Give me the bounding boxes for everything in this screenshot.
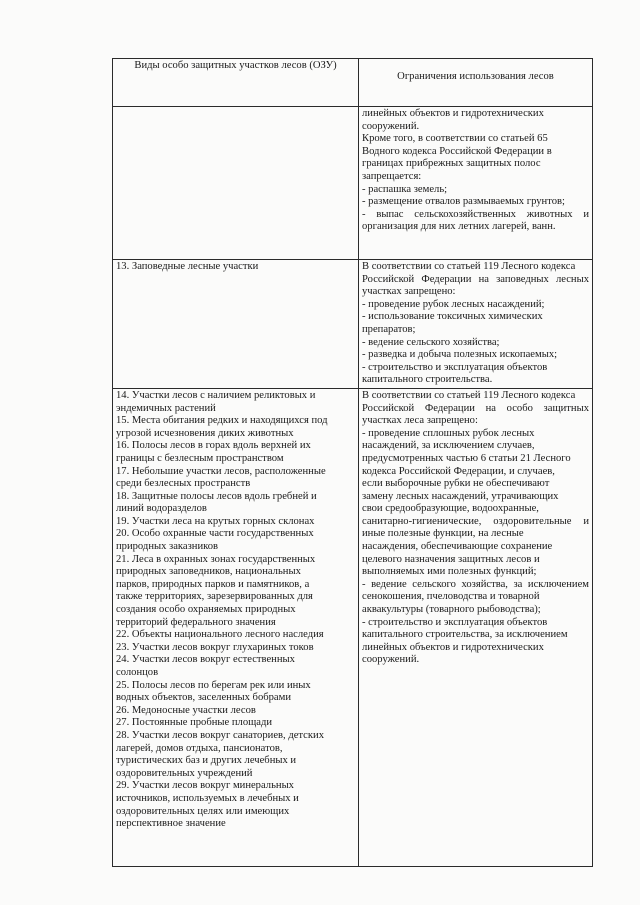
text-line: солонцов [116,667,159,678]
text-line: - распашка земель; [362,183,448,195]
header-col1-text: Виды особо защитных участков лесов (ОЗУ) [134,60,337,71]
text-line: также территориях, зарезервированных для [116,591,313,603]
header-restrictions: Ограничения использования лесов [359,59,593,107]
text-line: линий водоразделов [116,503,207,515]
text-line: 15. Места обитания редких и находящихся под [116,415,328,427]
row-3-left-cell [113,388,359,866]
text-line: оздоровительных учреждений [116,767,253,779]
text-line: природных заповедников, национальных [116,566,301,578]
text-line: создания особо охраняемых природных [116,604,296,616]
text-line: Российской Федерации на заповедных лесных [362,273,589,285]
text-line: В соответствии со статьей 119 Лесного кодекса [362,261,576,272]
row-1-left-cell [113,107,359,260]
row-1-right-cell [359,107,593,260]
text-line: парков, природных парков и памятников, а [116,578,310,590]
text-line: В соответствии со статьей 119 Лесного кодекса [362,389,576,401]
text-line: Российской Федерации на особо защитных [362,402,589,414]
text-line: участках леса запрещено: [362,415,478,427]
text-line: - проведение сплошных рубок лесных [362,427,535,439]
text-line: границы с безлесным пространством [116,452,284,464]
text-line: - проведение рубок лесных насаждений; [362,298,545,310]
text-line: 22. Объекты национального лесного наследия [116,629,324,641]
text-line: 21. Леса в охранных зонах государственных [116,553,316,565]
text-line: 13. Заповедные лесные участки [116,261,259,272]
text-line: 24. Участки лесов вокруг естественных [116,654,295,666]
text-line: насаждения, обеспечивающие сохранение [362,541,553,553]
text-line: - строительство и эксплуатация объектов [362,616,548,628]
row-2-right-cell [359,260,593,389]
text-line: оздоровительных целях или имеющих [116,805,290,817]
text-line: 23. Участки лесов вокруг глухариных токов [116,641,314,653]
text-line: капитального строительства. [362,374,493,386]
table-row [113,260,593,389]
text-line: выполняемых ими полезных функций; [362,566,537,578]
text-line: - ведение сельского хозяйства, за исключением [362,578,589,590]
text-line: лагерей, домов отдыха, пансионатов, [116,742,283,754]
text-line: 25. Полосы лесов по берегам рек или иных [116,679,311,691]
table-header-row [113,59,593,107]
text-line: предусмотренных частью 6 статьи 21 Лесного [362,452,571,464]
text-line: Кроме того, в соответствии со статьей 65 [362,133,548,145]
header-ozu-types [113,59,359,107]
text-line: - ведение сельского хозяйства; [362,336,500,348]
text-line: капитального строительства, за исключением [362,629,568,641]
text-line: 29. Участки лесов вокруг минеральных [116,780,294,792]
text-line: границах прибрежных защитных полос [362,158,541,170]
text-line: 19. Участки леса на крутых горных склонах [116,515,315,527]
forest-restrictions-table [112,58,593,867]
text-line: аквакультуры (товарного рыбоводства); [362,604,541,616]
text-line: организация для них летних лагерей, ванн. [362,221,556,233]
text-line: целевого назначения защитных лесов и [362,553,540,565]
text-line: источников, используемых в лечебных и [116,792,299,804]
text-line: замену лесных насаждений, утрачивающих [362,490,559,502]
text-line: линейных объектов и гидротехнических [362,641,544,653]
text-line: водных объектов, заселенных бобрами [116,692,291,704]
text-line: - выпас сельскохозяйственных животных и [362,208,589,220]
text-line: 18. Защитные полосы лесов вдоль гребней и [116,490,317,502]
text-line: санитарно-гигиенические, оздоровительные и [362,515,589,527]
row-3-right-cell [359,388,593,866]
text-line: участках запрещено: [362,286,456,298]
text-line: если выборочные рубки не обеспечивают [362,478,550,490]
text-line: - размещение отвалов размываемых грунтов; [362,196,565,208]
text-line: препаратов; [362,323,416,335]
text-line: - использование токсичных химических [362,311,543,323]
text-line: 26. Медоносные участки лесов [116,704,256,716]
text-line: сооружений. [362,654,420,666]
text-line: кодекса Российской Федерации, и случаев, [362,465,555,477]
text-line: линейных объектов и гидротехнических [362,108,544,119]
text-line: природных заказников [116,541,219,553]
text-line: запрещается: [362,170,422,182]
table-row [113,107,593,260]
row-2-left-cell [113,260,359,389]
text-line: 16. Полосы лесов в горах вдоль верхней их [116,440,311,452]
text-line: территорий федерального значения [116,616,276,628]
text-line: свои средообразующие, водоохранные, [362,503,539,515]
table-row [113,388,593,866]
text-line: сенокошения, пчеловодства и товарной [362,591,540,603]
text-line: Водного кодекса Российской Федерации в [362,145,552,157]
text-line: 14. Участки лесов с наличием реликтовых и [116,389,316,401]
text-line: среди безлесных пространств [116,478,251,490]
text-line: туристических баз и других лечебных и [116,755,297,767]
text-line: 27. Постоянные пробные площади [116,717,273,729]
text-line: сооружений. [362,120,420,132]
text-line: насаждений, за исключением случаев, [362,440,535,452]
text-line: иные полезные функции, на лесные [362,528,524,540]
text-line: перспективное значение [116,818,226,830]
text-line: - строительство и эксплуатация объектов [362,361,548,373]
text-line: - разведка и добыча полезных ископаемых; [362,349,558,361]
text-line: эндемичных растений [116,402,216,414]
text-line: 17. Небольшие участки лесов, расположенные [116,465,326,477]
text-line: 28. Участки лесов вокруг санаториев, детских [116,729,324,741]
text-line: 20. Особо охранные части государственных [116,528,314,540]
text-line: угрозой исчезновения диких животных [116,427,294,439]
